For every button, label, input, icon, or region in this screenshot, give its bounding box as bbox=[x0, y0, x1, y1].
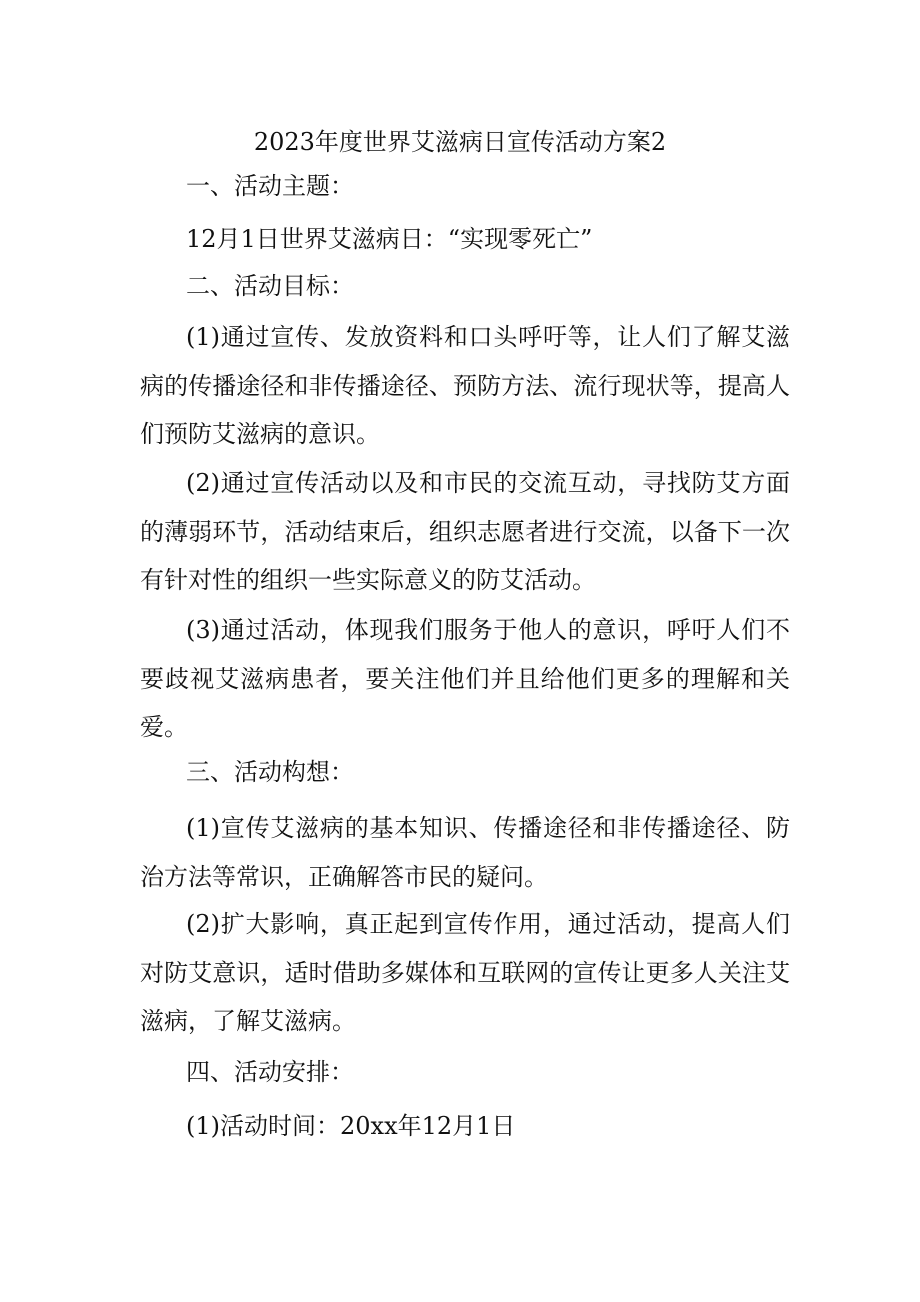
document-title: 2023年度世界艾滋病日宣传活动方案2 bbox=[253, 128, 667, 156]
section-3-item-1: (1)宣传艾滋病的基本知识、传播途径和非传播途径、防治方法等常识，正确解答市民的疑问。 bbox=[140, 814, 790, 891]
section-2-item-2: (2)通过宣传活动以及和市民的交流互动，寻找防艾方面的薄弱环节，活动结束后，组织志愿者进行交流，以备下一次有针对性的组织一些实际意义的防艾活动。 bbox=[140, 469, 790, 594]
section-2-item-3: (3)通过活动，体现我们服务于他人的意识，呼吁人们不要歧视艾滋病患者，要关注他们并且给他们更多的理解和关爱。 bbox=[140, 616, 790, 741]
section-2-heading: 二、活动目标： bbox=[186, 272, 354, 300]
section-4-heading: 四、活动安排： bbox=[186, 1058, 354, 1086]
section-1-heading: 一、活动主题： bbox=[186, 172, 354, 200]
section-3-item-2: (2)扩大影响，真正起到宣传作用，通过活动，提高人们对防艾意识，适时借助多媒体和互联网的宣传让更多人关注艾滋病，了解艾滋病。 bbox=[140, 910, 790, 1035]
section-1-text: 12月1日世界艾滋病日：“实现零死亡” bbox=[186, 225, 593, 253]
section-3-heading: 三、活动构想： bbox=[186, 758, 354, 786]
section-2-item-1: (1)通过宣传、发放资料和口头呼吁等，让人们了解艾滋病的传播途径和非传播途径、预防方法、流行现状等，提高人们预防艾滋病的意识。 bbox=[140, 323, 790, 448]
section-4-item-1: (1)活动时间：20xx年12月1日 bbox=[186, 1112, 516, 1140]
